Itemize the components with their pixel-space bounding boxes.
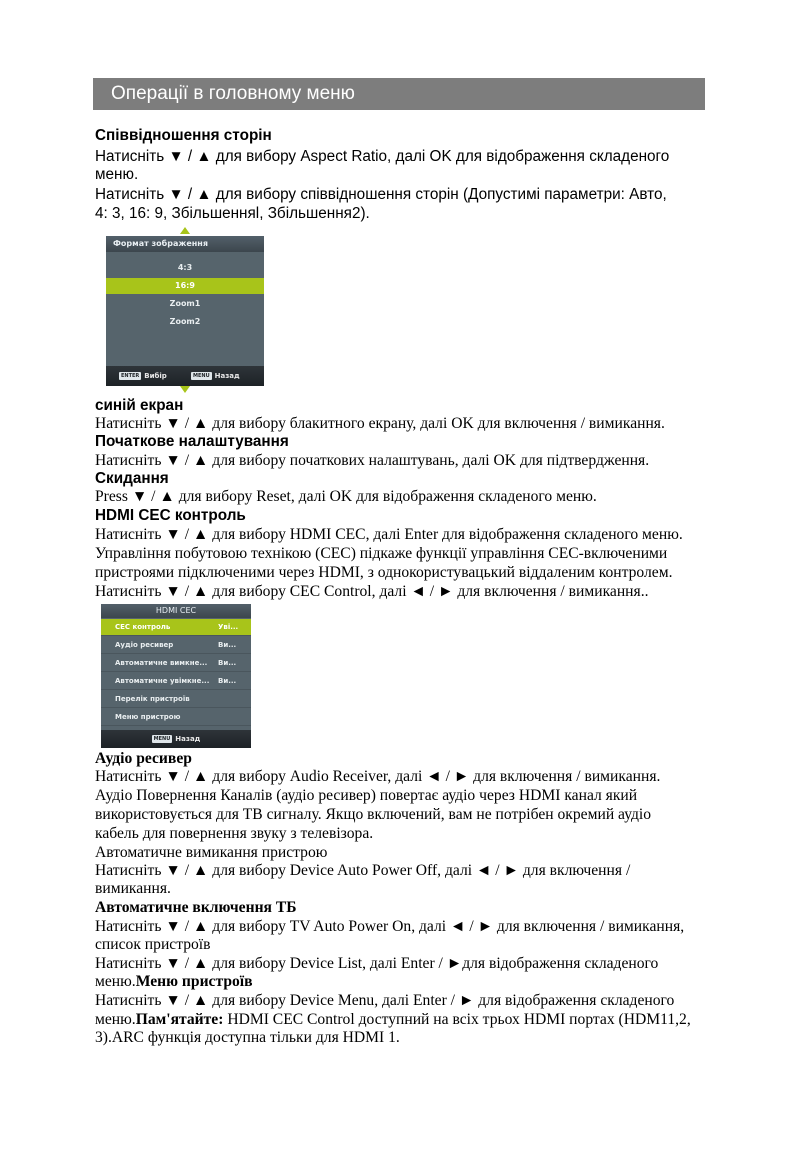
- audio-receiver-text-2: Аудіо Повернення Каналів (аудіо ресивер) повертає аудіо через HDMI канал який: [95, 787, 638, 804]
- item-label: Меню пристрою: [115, 713, 181, 721]
- hdmi-cec-text-3: пристроями підключеними через HDMI, з однокористувацький віддаленим контролем.: [95, 564, 673, 581]
- device-list-text-2a: меню.: [95, 973, 136, 990]
- menu-item-zoom1[interactable]: Zoom1: [169, 299, 201, 308]
- menu-item-auto-power-off[interactable]: [101, 655, 251, 672]
- item-value: Ви...: [218, 677, 237, 685]
- hdmi-cec-text-4: Натисніть ▼ / ▲ для вибору CEC Control, далі ◄ / ► для включення / вимикання..: [95, 583, 649, 600]
- device-menu-text-3: 3).ARC функція доступна тільки для HDMI 1.: [95, 1029, 400, 1046]
- initial-setup-heading: Початкове налаштування: [95, 433, 289, 450]
- device-menu-heading: Меню пристроїв: [135, 973, 253, 990]
- auto-off-text-2: вимикання.: [95, 880, 171, 897]
- menu-item-zoom2[interactable]: Zoom2: [169, 317, 201, 326]
- auto-on-text-1: Натисніть ▼ / ▲ для вибору TV Auto Power On, далі ◄ / ► для включення / вимикання,: [95, 918, 685, 935]
- audio-receiver-heading: Аудіо ресивер: [95, 750, 192, 767]
- menu-key-icon: MENU: [153, 736, 171, 742]
- aspect-text-1b: меню.: [95, 166, 139, 183]
- note-text: HDMI CEC Control доступний на всіх трьох HDMI портах (HDM11,2,: [223, 1011, 691, 1028]
- auto-on-text-2: список пристроїв: [95, 936, 211, 953]
- menu-key-icon: MENU: [193, 373, 210, 379]
- aspect-text-1a: Натисніть ▼ / ▲ для вибору Aspect Ratio, далі OK для відображення складеного: [95, 148, 670, 165]
- item-value: Ви...: [218, 659, 237, 667]
- menu-item-auto-power-on[interactable]: [101, 673, 251, 690]
- blue-screen-heading: синій екран: [95, 397, 184, 414]
- auto-on-heading: Автоматичне включення ТБ: [95, 899, 297, 916]
- menu-item-device-list[interactable]: [101, 691, 251, 708]
- audio-receiver-text-1: Натисніть ▼ / ▲ для вибору Audio Receiver, далі ◄ / ► для включення / вимикання.: [95, 768, 661, 785]
- item-label: Перелік пристроїв: [115, 695, 190, 703]
- hdmi-cec-text-1: Натисніть ▼ / ▲ для вибору HDMI CEC, далі Enter для відображення складеного меню.: [95, 526, 683, 543]
- hdmi-cec-text-2: Управління побутовою технікою (CEC) підкаже функції управління CEC-включеними: [95, 545, 668, 562]
- menu-item-audio-receiver[interactable]: [101, 637, 251, 654]
- hdmi-cec-heading: HDMI CEC контроль: [95, 507, 246, 524]
- item-label: Автоматичне вимкне...: [115, 659, 208, 667]
- reset-text: Press ▼ / ▲ для вибору Reset, далі OK для відображення складеного меню.: [95, 488, 597, 505]
- reset-heading: Скидання: [95, 470, 169, 487]
- device-list-text-1: Натисніть ▼ / ▲ для вибору Device List, далі Enter / ►для відображення складеного: [95, 955, 659, 972]
- menu-footer: [106, 366, 264, 386]
- aspect-heading: Співвідношення сторін: [95, 127, 272, 144]
- auto-off-heading: Автоматичне вимикання пристрою: [95, 844, 328, 861]
- auto-off-text-1: Натисніть ▼ / ▲ для вибору Device Auto Power Off, далі ◄ / ► для включення /: [95, 862, 631, 879]
- audio-receiver-text-3: використовується для ТВ сигналу. Якщо включений, вам не потрібен окремий аудіо: [95, 806, 652, 823]
- hdmi-cec-menu: [101, 604, 251, 748]
- menu-item-4-3[interactable]: 4:3: [177, 263, 193, 272]
- menu-title: Формат зображення: [106, 236, 264, 252]
- item-label: Автоматичне увімкне...: [115, 677, 210, 685]
- menu-title: HDMI CEC: [101, 604, 251, 618]
- enter-key-icon: ENTER: [121, 373, 140, 379]
- blue-screen-text: Натисніть ▼ / ▲ для вибору блакитного екрану, далі OK для включення / вимикання.: [95, 415, 665, 432]
- item-value: Ви...: [218, 641, 237, 649]
- device-list-text-2: [95, 973, 253, 991]
- scroll-down-arrow-icon: [180, 386, 190, 393]
- note-label: Пам'ятайте:: [135, 1011, 224, 1028]
- item-label: Аудіо ресивер: [115, 641, 174, 649]
- device-menu-text-1: Натисніть ▼ / ▲ для вибору Device Menu, далі Enter / ► для відображення складеного: [95, 992, 675, 1009]
- menu-item-16-9[interactable]: 16:9: [106, 278, 264, 294]
- item-label: CEC контроль: [115, 623, 171, 631]
- initial-setup-text: Натисніть ▼ / ▲ для вибору початкових налаштувань, далі OK для підтвердження.: [95, 452, 650, 469]
- aspect-text-2a: Натисніть ▼ / ▲ для вибору співвідношення сторін (Допустимі параметри: Авто,: [95, 186, 667, 203]
- menu-item-cec-control[interactable]: [101, 619, 251, 636]
- footer-select-label: Вибір: [144, 372, 167, 380]
- device-menu-text-2: [95, 1011, 691, 1029]
- device-menu-text-2a: меню.: [95, 1011, 136, 1028]
- menu-footer: [101, 730, 251, 748]
- aspect-text-2b: 4: 3, 16: 9, Збільшенняl, Збільшення2).: [95, 205, 370, 222]
- menu-item-device-menu[interactable]: [101, 709, 251, 726]
- picture-format-menu: [106, 236, 264, 386]
- footer-back-label: Назад: [175, 735, 201, 743]
- footer-back-label: Назад: [214, 372, 240, 380]
- item-value: Увi...: [218, 623, 239, 631]
- scroll-up-arrow-icon: [180, 227, 190, 234]
- audio-receiver-text-4: кабель для повернення звуку з телевізора.: [95, 825, 374, 842]
- section-header: Операції в головному меню: [93, 78, 705, 110]
